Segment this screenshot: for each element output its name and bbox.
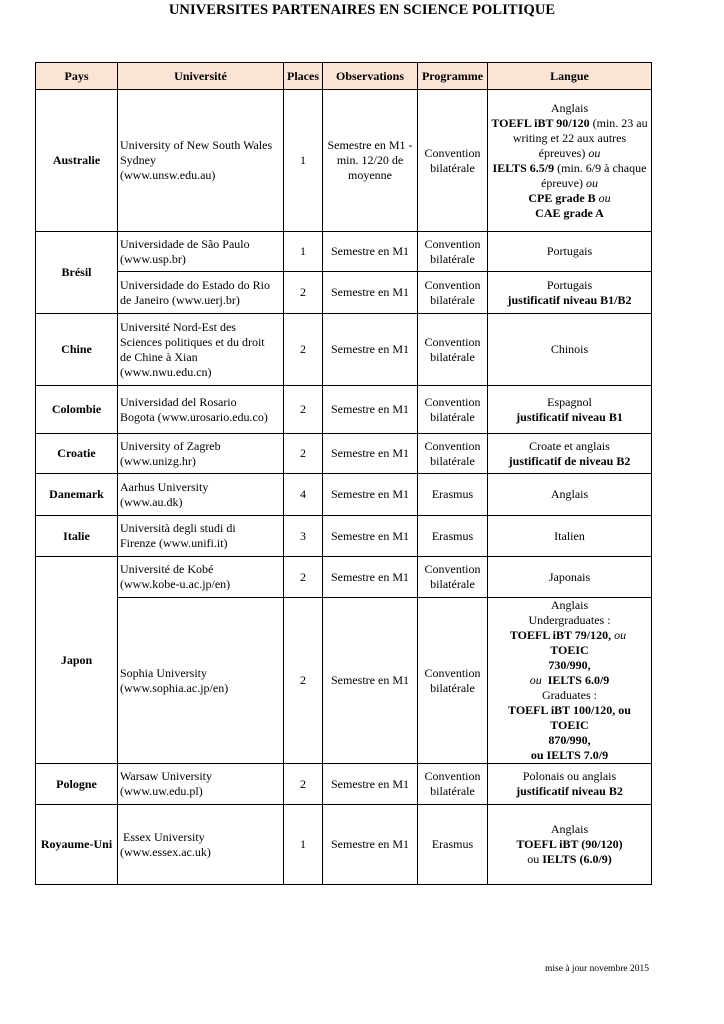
table-row <box>36 386 652 434</box>
langue-cell <box>488 434 652 474</box>
places-cell: 3 <box>284 516 323 557</box>
table-row <box>36 434 652 474</box>
university-cell <box>118 386 284 434</box>
places-cell: 2 <box>284 764 323 805</box>
observations-cell: Semestre en M1 <box>323 434 418 474</box>
programme-line: Convention <box>424 562 481 576</box>
language-requirement <box>490 673 649 688</box>
language-name: Anglais <box>550 598 589 612</box>
langue-cell: Portugais <box>488 232 652 272</box>
university-cell <box>118 598 284 764</box>
observations-cell: Semestre en M1 <box>323 314 418 386</box>
university-name: University of Zagreb <box>120 438 221 453</box>
requirement-detail: Graduates : <box>542 688 597 702</box>
ielts-score: IELTS (6.0/9) <box>542 852 612 866</box>
cpe-grade: CPE grade B <box>528 190 596 205</box>
university-cell <box>118 434 284 474</box>
country-cell: Danemark <box>36 474 118 516</box>
language-requirement <box>490 837 649 852</box>
table-row <box>36 764 652 805</box>
header-pays: Pays <box>36 63 118 90</box>
observations-cell: Semestre en M1 <box>323 805 418 885</box>
langue-cell <box>488 90 652 232</box>
or-word: ou <box>527 852 540 866</box>
programme-cell: Erasmus <box>418 805 488 885</box>
language-requirement <box>490 628 649 658</box>
programme-line: Convention <box>424 438 481 453</box>
langue-cell <box>488 598 652 764</box>
programme-line: bilatérale <box>430 680 475 695</box>
programme-cell <box>418 764 488 805</box>
university-website: Bogota (www.urosario.edu.co) <box>120 409 268 424</box>
table-row <box>36 557 652 598</box>
or-word: ou <box>598 190 611 205</box>
observations-cell: Semestre en M1 <box>323 232 418 272</box>
programme-line: bilatérale <box>430 577 475 591</box>
observations-cell: Semestre en M1 <box>323 474 418 516</box>
toefl-score: TOEFL iBT 90/120 <box>491 115 590 130</box>
university-name: Universidade do Estado do Rio <box>120 277 270 292</box>
observations-cell: Semestre en M1 <box>323 557 418 598</box>
observations-cell: Semestre en M1 <box>323 764 418 805</box>
university-name: Aarhus University <box>120 479 209 494</box>
language-name: Anglais <box>550 822 589 836</box>
table-row <box>36 516 652 557</box>
language-requirement <box>490 703 649 733</box>
toeic-label: TOEIC <box>550 643 589 657</box>
language-name: Anglais <box>550 100 589 115</box>
ielts-score: IELTS 6.0/9 <box>547 673 610 687</box>
programme-line: bilatérale <box>430 251 475 266</box>
observation-line: moyenne <box>348 168 392 182</box>
university-cell <box>118 314 284 386</box>
university-cell <box>118 90 284 232</box>
observations-cell: Semestre en M1 <box>323 516 418 557</box>
country-cell: Royaume-Uni <box>36 805 118 885</box>
ielts-score: ou IELTS 7.0/9 <box>530 748 609 762</box>
programme-line: Convention <box>424 394 481 409</box>
requirement-detail: (min. 6/9 à chaque <box>557 160 647 175</box>
university-website: (www.usp.br) <box>120 251 186 266</box>
toeic-score: 730/990, <box>548 658 591 672</box>
university-cell <box>118 557 284 598</box>
places-cell: 2 <box>284 557 323 598</box>
or-word: ou <box>614 628 627 642</box>
university-cell <box>118 232 284 272</box>
observation-line: min. 12/20 de <box>336 153 404 167</box>
university-website: de Janeiro (www.uerj.br) <box>120 292 240 307</box>
observations-cell: Semestre en M1 <box>323 598 418 764</box>
programme-line: bilatérale <box>430 453 475 468</box>
langue-cell: Italien <box>488 516 652 557</box>
places-cell: 1 <box>284 90 323 232</box>
university-cell <box>118 764 284 805</box>
university-name: Warsaw University <box>120 769 213 783</box>
programme-line: Convention <box>424 665 481 680</box>
programme-cell <box>418 232 488 272</box>
country-cell: Brésil <box>36 232 118 314</box>
observations-cell: Semestre en M1 <box>323 272 418 314</box>
table-row <box>36 805 652 885</box>
language-level: justificatif niveau B1 <box>516 409 623 424</box>
langue-cell <box>488 764 652 805</box>
language-requirement <box>490 161 649 176</box>
langue-cell <box>488 805 652 885</box>
or-word: ou <box>529 673 542 687</box>
footer-update-note: mise à jour novembre 2015 <box>545 964 649 974</box>
language-requirement <box>490 410 649 425</box>
programme-cell: Erasmus <box>418 516 488 557</box>
university-website: (www.sophia.ac.jp/en) <box>120 680 229 695</box>
header-universite: Université <box>118 63 284 90</box>
partner-universities-table <box>35 62 652 885</box>
country-cell: Pologne <box>36 764 118 805</box>
table-row <box>36 474 652 516</box>
university-website: (www.essex.ac.uk) <box>120 844 211 859</box>
language-requirement <box>490 191 649 206</box>
university-cell <box>118 272 284 314</box>
programme-line: Convention <box>424 334 481 349</box>
language-level: justificatif niveau B2 <box>516 784 623 798</box>
language-requirement <box>490 176 649 191</box>
country-cell: Australie <box>36 90 118 232</box>
university-name: Essex University <box>123 829 205 844</box>
university-name: Sciences politiques et du droit <box>120 334 265 349</box>
programme-cell: Erasmus <box>418 474 488 516</box>
university-cell <box>118 516 284 557</box>
country-cell: Japon <box>36 557 118 764</box>
programme-cell <box>418 386 488 434</box>
language-name: Croate et anglais <box>529 438 610 453</box>
page-title: UNIVERSITES PARTENAIRES EN SCIENCE POLITIQUE <box>168 2 556 18</box>
places-cell: 2 <box>284 272 323 314</box>
country-cell: Colombie <box>36 386 118 434</box>
programme-cell <box>418 90 488 232</box>
language-level: justificatif niveau B1/B2 <box>507 292 632 307</box>
country-cell: Chine <box>36 314 118 386</box>
requirement-detail: Undergraduates : <box>528 613 611 627</box>
language-requirement <box>490 206 649 221</box>
toefl-score: TOEFL iBT 79/120, <box>509 628 612 642</box>
university-name: Universidade de São Paulo <box>120 236 250 251</box>
or-word: ou <box>588 145 601 160</box>
university-website: (www.kobe-u.ac.jp/en) <box>120 577 231 591</box>
university-website: (www.unizg.hr) <box>120 453 196 468</box>
programme-cell <box>418 434 488 474</box>
header-langue: Langue <box>488 63 652 90</box>
requirement-detail: (min. 23 au <box>592 115 648 130</box>
programme-line: bilatérale <box>430 349 475 364</box>
header-observations: Observations <box>323 63 418 90</box>
language-requirement <box>490 733 649 748</box>
table-row <box>36 272 652 314</box>
observations-cell: Semestre en M1 <box>323 386 418 434</box>
table-row <box>36 314 652 386</box>
langue-cell <box>488 386 652 434</box>
language-requirement <box>490 658 649 673</box>
requirement-detail: épreuves) <box>538 145 586 160</box>
language-requirement <box>490 293 649 308</box>
langue-cell <box>488 272 652 314</box>
country-cell: Italie <box>36 516 118 557</box>
ielts-score: IELTS 6.5/9 <box>492 160 555 175</box>
programme-cell <box>418 272 488 314</box>
table-row <box>36 90 652 232</box>
university-name: Université de Kobé <box>120 562 214 576</box>
university-name: Université Nord-Est des <box>120 319 236 334</box>
language-requirement <box>490 454 649 469</box>
university-website: Firenze (www.unifi.it) <box>120 536 228 550</box>
programme-line: bilatérale <box>430 160 475 175</box>
language-name: Espagnol <box>547 394 592 409</box>
programme-line: bilatérale <box>430 784 475 798</box>
programme-line: Convention <box>424 145 481 160</box>
places-cell: 4 <box>284 474 323 516</box>
places-cell: 2 <box>284 598 323 764</box>
language-requirement <box>490 146 649 161</box>
university-name: Universidad del Rosario <box>120 394 237 409</box>
programme-cell <box>418 598 488 764</box>
header-places: Places <box>284 63 323 90</box>
university-name: Sophia University <box>120 665 207 680</box>
university-name: Università degli studi di <box>120 521 236 535</box>
language-requirement <box>490 852 649 867</box>
langue-cell: Chinois <box>488 314 652 386</box>
language-requirement <box>490 784 649 799</box>
programme-line: Convention <box>424 236 481 251</box>
university-website: (www.uw.edu.pl) <box>120 784 203 798</box>
requirement-detail: épreuve) <box>541 175 583 190</box>
places-cell: 2 <box>284 434 323 474</box>
programme-cell <box>418 557 488 598</box>
university-cell <box>118 474 284 516</box>
or-word: ou <box>585 175 598 190</box>
programme-line: bilatérale <box>430 409 475 424</box>
programme-cell <box>418 314 488 386</box>
university-website: (www.au.dk) <box>120 494 183 509</box>
language-requirement <box>490 748 649 763</box>
table-row <box>36 598 652 764</box>
university-cell <box>118 805 284 885</box>
toefl-score: TOEFL iBT 100/120, ou TOEIC <box>508 703 631 732</box>
language-level: justificatif de niveau B2 <box>508 453 631 468</box>
table-header-row <box>36 63 652 90</box>
university-name-line <box>120 830 281 845</box>
programme-line: Convention <box>424 277 481 292</box>
places-cell: 2 <box>284 386 323 434</box>
language-name: Polonais ou anglais <box>522 769 617 783</box>
university-name: de Chine à Xian <box>120 349 198 364</box>
university-name: University of New South Wales <box>120 138 273 152</box>
observation-line: Semestre en M1 - <box>327 138 413 152</box>
toefl-score: TOEFL iBT (90/120) <box>516 837 623 851</box>
langue-cell: Anglais <box>488 474 652 516</box>
programme-line: Convention <box>424 769 481 783</box>
programme-line: bilatérale <box>430 292 475 307</box>
header-programme: Programme <box>418 63 488 90</box>
places-cell: 1 <box>284 232 323 272</box>
university-website: (www.unsw.edu.au) <box>120 168 216 182</box>
langue-cell: Japonais <box>488 557 652 598</box>
language-requirement <box>490 116 649 131</box>
places-cell: 1 <box>284 805 323 885</box>
table-row <box>36 232 652 272</box>
language-name: Portugais <box>546 277 593 292</box>
toeic-score: 870/990, <box>548 733 591 747</box>
places-cell: 2 <box>284 314 323 386</box>
cae-grade: CAE grade A <box>535 205 604 220</box>
university-city: Sydney <box>120 153 156 167</box>
country-cell: Croatie <box>36 434 118 474</box>
university-website: (www.nwu.edu.cn) <box>120 364 212 379</box>
observations-cell <box>323 90 418 232</box>
requirement-detail: writing et 22 aux autres <box>512 130 627 145</box>
